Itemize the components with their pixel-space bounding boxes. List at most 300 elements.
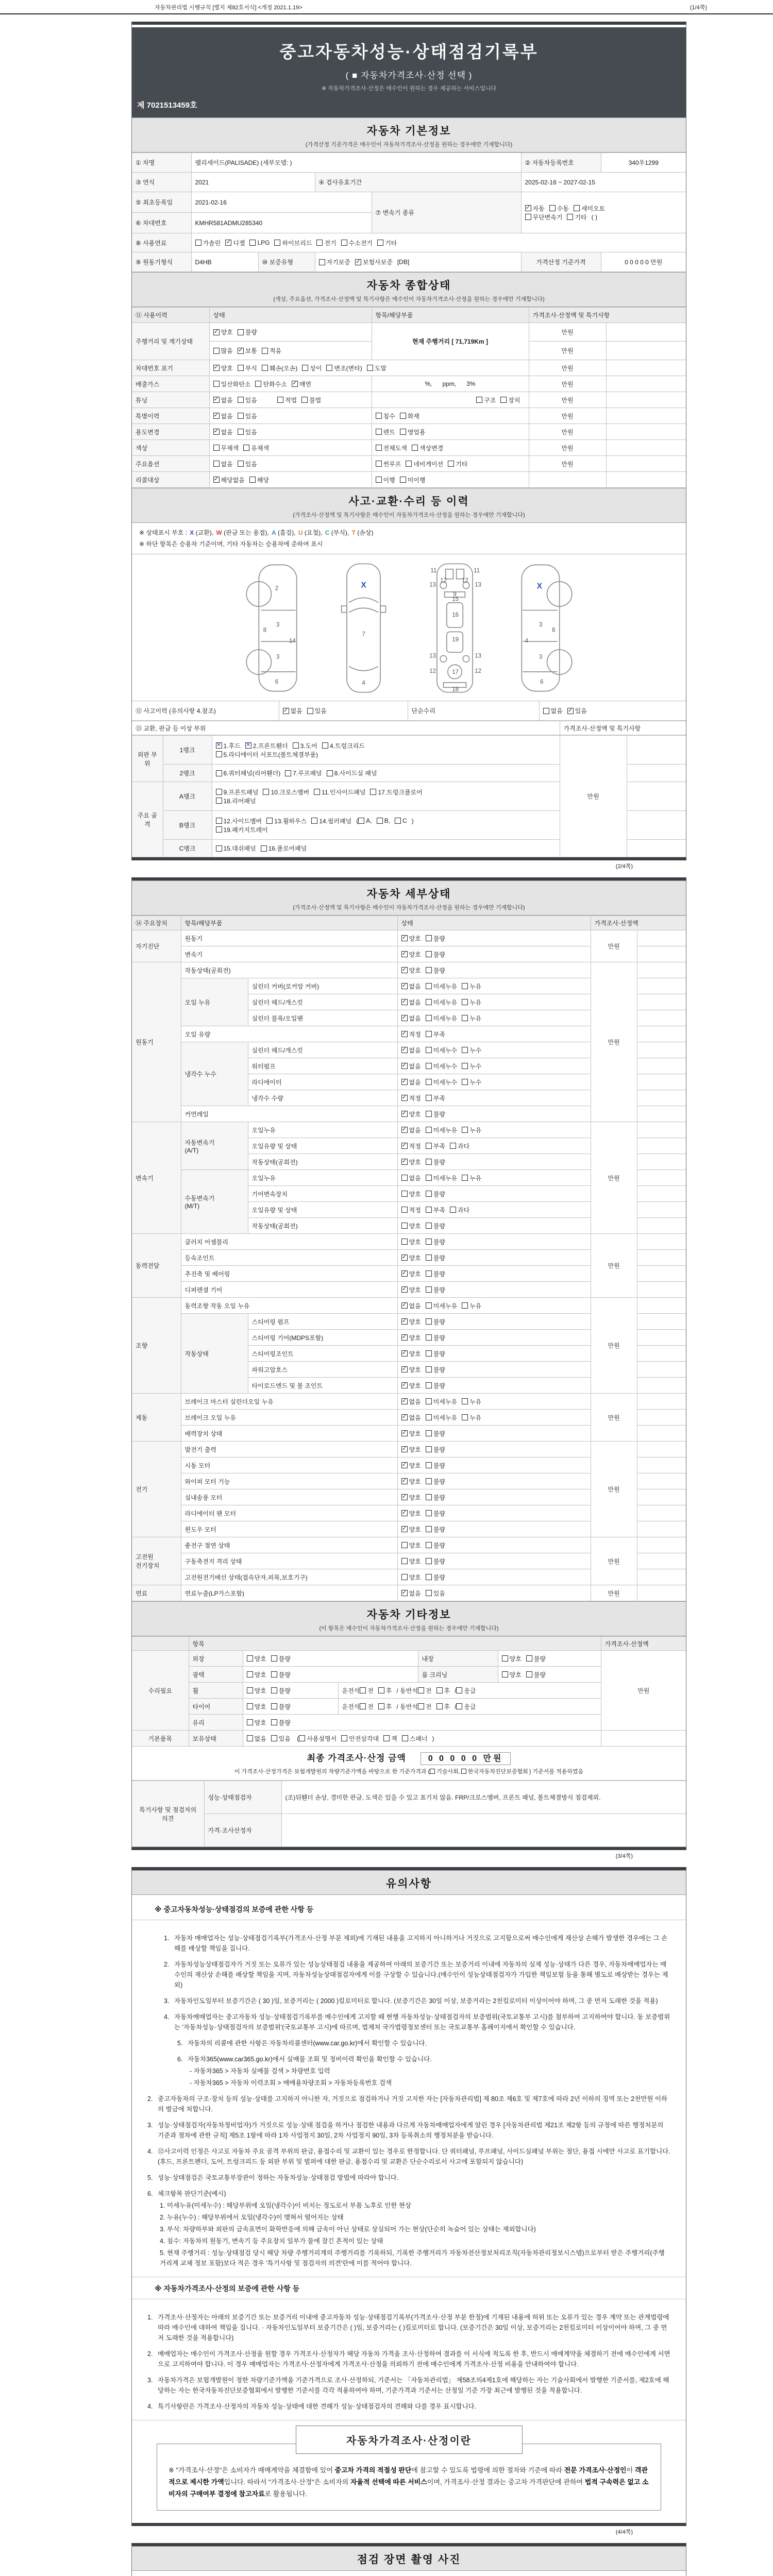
label-car-name: ① 차명 bbox=[132, 153, 191, 173]
checkbox-미세누수[interactable] bbox=[426, 1062, 457, 1071]
checkbox-label: 불량 bbox=[433, 1494, 445, 1501]
checkbox-적정[interactable] bbox=[401, 1030, 421, 1039]
checkbox-미세누유[interactable] bbox=[426, 1014, 457, 1023]
page-marker-4: (4/4쪽) bbox=[615, 2529, 633, 2536]
checkbox-후[interactable] bbox=[436, 1686, 450, 1695]
checkbox-box bbox=[370, 789, 376, 795]
checkbox-과다[interactable] bbox=[450, 1142, 469, 1150]
checkbox-누유[interactable] bbox=[462, 1126, 481, 1134]
checkbox-전기[interactable] bbox=[316, 239, 336, 247]
checkbox-불량[interactable] bbox=[426, 1253, 445, 1262]
checkbox-11.인사이드패널[interactable] bbox=[314, 788, 365, 796]
checkbox-6.쿼터패널(리어휀더)[interactable] bbox=[216, 769, 281, 777]
checkbox-4.트렁크리드[interactable] bbox=[322, 741, 365, 750]
checkbox-불량[interactable] bbox=[426, 1493, 445, 1502]
checkbox-box bbox=[426, 1031, 432, 1037]
checkbox-양호[interactable] bbox=[401, 1285, 421, 1294]
checkbox-자기보증[interactable] bbox=[319, 258, 350, 266]
checkbox-label: 없음 bbox=[290, 707, 303, 715]
checkbox-불량[interactable] bbox=[426, 1190, 445, 1198]
checkbox-양호[interactable] bbox=[247, 1718, 266, 1727]
checkbox-한국자동차진단보증협회[interactable] bbox=[461, 1767, 528, 1775]
checkbox-무채색[interactable] bbox=[213, 444, 239, 452]
table-cell: 타이어 bbox=[189, 1699, 243, 1715]
device-group-연료: 연료 bbox=[132, 1585, 181, 1601]
price-survey-definition bbox=[132, 2420, 686, 2523]
checkbox-label: 17.트렁크플로어 bbox=[378, 788, 423, 796]
checkbox-있음[interactable] bbox=[567, 706, 587, 715]
section-title: 자동차 세부상태 bbox=[366, 888, 451, 901]
table-row bbox=[132, 1537, 686, 1553]
checkbox-불량[interactable] bbox=[271, 1718, 291, 1727]
checkbox-색상변경[interactable] bbox=[412, 444, 443, 452]
checkbox-전[interactable] bbox=[360, 1702, 374, 1711]
table-row bbox=[132, 376, 686, 392]
table-cell bbox=[209, 456, 372, 472]
checkbox-양호[interactable] bbox=[401, 1429, 421, 1438]
checkbox-양호[interactable] bbox=[401, 1557, 421, 1566]
checkbox-안전삼각대[interactable] bbox=[341, 1734, 379, 1743]
checkbox-box bbox=[401, 1430, 408, 1436]
checkbox-이행[interactable] bbox=[376, 476, 395, 484]
checkbox-양호[interactable] bbox=[247, 1702, 266, 1711]
checkbox-box bbox=[376, 445, 382, 451]
checkbox-box bbox=[261, 845, 267, 852]
checkbox-변조(변타)[interactable] bbox=[326, 364, 362, 372]
checkbox-불량[interactable] bbox=[526, 1654, 546, 1663]
checkbox-적법[interactable] bbox=[277, 396, 297, 404]
checkbox-수소전기[interactable] bbox=[341, 239, 373, 247]
table-cell bbox=[606, 342, 686, 360]
checkbox-label: 12.사이드멤버 bbox=[223, 817, 262, 825]
checkbox-box bbox=[401, 1270, 408, 1277]
checkbox-누유[interactable] bbox=[462, 998, 481, 1007]
checkbox-없음[interactable] bbox=[247, 1734, 266, 1743]
table-row bbox=[132, 1731, 686, 1747]
label-transmission-type: ⑦ 변속기 종류 bbox=[372, 192, 521, 233]
checkbox-스패너[interactable] bbox=[402, 1734, 428, 1743]
checkbox-양호[interactable] bbox=[401, 1509, 421, 1518]
checkbox-14.필러패널[interactable] bbox=[311, 817, 351, 825]
checkbox-불량[interactable] bbox=[426, 1285, 445, 1294]
checkbox-양호[interactable] bbox=[213, 364, 233, 372]
checkbox-적정[interactable] bbox=[401, 1094, 421, 1103]
checkbox-누유[interactable] bbox=[462, 982, 481, 991]
checkbox-양호[interactable] bbox=[401, 1525, 421, 1534]
checkbox-있음[interactable] bbox=[238, 460, 257, 468]
checkbox-불법[interactable] bbox=[301, 396, 321, 404]
checkbox-box bbox=[326, 365, 332, 371]
checkbox-box bbox=[401, 1015, 408, 1021]
checkbox-box bbox=[247, 1655, 253, 1662]
checkbox-LPG[interactable] bbox=[249, 239, 270, 246]
device-group-동력전달: 동력전달 bbox=[132, 1234, 181, 1298]
table-row bbox=[132, 440, 686, 456]
checkbox-기타[interactable] bbox=[377, 239, 397, 247]
price-cell: 만원 bbox=[591, 1298, 637, 1394]
checkbox-있음[interactable] bbox=[238, 428, 257, 436]
checkbox-도말[interactable] bbox=[367, 364, 386, 372]
table-cell: 만원 bbox=[560, 736, 627, 857]
final-price-label: 최종 가격조사·산정 금액 bbox=[307, 1753, 406, 1764]
checkbox-B,[interactable] bbox=[377, 817, 390, 824]
checkbox-기술사회,[interactable] bbox=[430, 1767, 460, 1775]
checkbox-양호[interactable] bbox=[401, 1158, 421, 1166]
checkbox-없음[interactable] bbox=[401, 1413, 421, 1422]
checkbox-일산화탄소[interactable] bbox=[213, 380, 251, 388]
checkbox-양호[interactable] bbox=[247, 1670, 266, 1679]
checkbox-해당[interactable] bbox=[249, 476, 269, 484]
table-cell bbox=[372, 408, 529, 424]
checkbox-box bbox=[376, 429, 382, 435]
checkbox-없음[interactable] bbox=[401, 998, 421, 1007]
item-label: 실린더 헤드/개스킷 bbox=[248, 994, 397, 1010]
checkbox-없음[interactable] bbox=[283, 706, 303, 715]
checkbox-양호[interactable] bbox=[401, 1110, 421, 1118]
checkbox-불량[interactable] bbox=[271, 1670, 291, 1679]
note-cell bbox=[637, 1026, 686, 1042]
note-cell bbox=[637, 1458, 686, 1473]
checkbox-불량[interactable] bbox=[238, 328, 257, 336]
svg-text:11: 11 bbox=[430, 568, 436, 574]
table-cell bbox=[606, 408, 686, 424]
checkbox-누수[interactable] bbox=[462, 1046, 481, 1055]
checkbox-10.크로스멤버[interactable] bbox=[263, 788, 309, 796]
checkbox-label: 가솔린 bbox=[203, 239, 221, 247]
checkbox-label: 미세누유 bbox=[433, 1414, 458, 1421]
table-row bbox=[132, 472, 686, 488]
checkbox-없음[interactable] bbox=[213, 412, 233, 420]
checkbox-양호[interactable] bbox=[247, 1686, 266, 1695]
checkbox-미세누수[interactable] bbox=[426, 1046, 457, 1055]
checkbox-13.휠하우스[interactable] bbox=[266, 817, 307, 825]
checkbox-누유[interactable] bbox=[462, 1301, 481, 1310]
checkbox-기타[interactable] bbox=[448, 460, 467, 468]
checkbox-적음[interactable] bbox=[262, 346, 281, 355]
table-row bbox=[132, 721, 686, 735]
checkbox-썬루프[interactable] bbox=[376, 460, 401, 468]
checkbox-없음[interactable] bbox=[401, 1078, 421, 1087]
checkbox-유채색[interactable] bbox=[243, 444, 269, 452]
checkbox-부족[interactable] bbox=[426, 1094, 445, 1103]
checkbox-label: 불량 bbox=[433, 1222, 445, 1230]
checkbox-label: 양호 bbox=[409, 1382, 421, 1389]
checkbox-상이[interactable] bbox=[302, 364, 322, 372]
checkbox-양호[interactable] bbox=[401, 1445, 421, 1454]
checkbox-불량[interactable] bbox=[426, 1573, 445, 1582]
checkbox-부식[interactable] bbox=[238, 364, 257, 372]
checkbox-양호[interactable] bbox=[401, 1381, 421, 1390]
table-cell bbox=[627, 736, 686, 765]
checkbox-불량[interactable] bbox=[426, 1461, 445, 1470]
checkbox-많음[interactable] bbox=[213, 346, 233, 355]
checkbox-해당없음[interactable] bbox=[213, 476, 245, 484]
item-status bbox=[397, 946, 591, 962]
checkbox-미세누유[interactable] bbox=[426, 1301, 457, 1310]
checkbox-label: 디젤 bbox=[233, 239, 245, 247]
checkbox-label: 적정 bbox=[409, 1094, 421, 1102]
checkbox-19.패키지트레이[interactable] bbox=[216, 825, 268, 834]
checkbox-label: 불량 bbox=[433, 1286, 445, 1294]
checkbox-양호[interactable] bbox=[247, 1654, 266, 1663]
checkbox-응급[interactable] bbox=[456, 1686, 476, 1695]
checkbox-없음[interactable] bbox=[213, 396, 233, 404]
checkbox-A,[interactable] bbox=[358, 817, 372, 824]
checkbox-훼손(오손)[interactable] bbox=[262, 364, 297, 372]
checkbox-12.사이드멤버[interactable] bbox=[216, 817, 262, 825]
svg-text:15: 15 bbox=[451, 596, 459, 603]
checkbox-양호[interactable] bbox=[401, 1190, 421, 1198]
checkbox-1.후드[interactable] bbox=[216, 741, 241, 750]
checkbox-box bbox=[216, 798, 222, 804]
checkbox-box bbox=[213, 348, 220, 354]
svg-text:3: 3 bbox=[539, 622, 542, 629]
checkbox-불량[interactable] bbox=[426, 1509, 445, 1518]
checkbox-불량[interactable] bbox=[426, 1365, 445, 1374]
checkbox-16.플로어패널[interactable] bbox=[261, 844, 307, 853]
checkbox-화재[interactable] bbox=[400, 412, 419, 420]
checkbox-box bbox=[426, 1159, 432, 1165]
checkbox-불량[interactable] bbox=[426, 1317, 445, 1326]
checkbox-불량[interactable] bbox=[271, 1686, 291, 1695]
checkbox-탄화수소[interactable] bbox=[255, 380, 287, 388]
checkbox-불량[interactable] bbox=[426, 966, 445, 975]
checkbox-없음[interactable] bbox=[401, 1174, 421, 1182]
checkbox-누유[interactable] bbox=[462, 1174, 481, 1182]
checkbox-없음[interactable] bbox=[401, 1301, 421, 1310]
checkbox-양호[interactable] bbox=[401, 1365, 421, 1374]
checkbox-15.대쉬패널[interactable] bbox=[216, 844, 256, 853]
checkbox-후[interactable] bbox=[378, 1686, 392, 1695]
checkbox-5.라디에이터 서포트(볼트체결부품)[interactable] bbox=[216, 750, 318, 759]
checkbox-양호[interactable] bbox=[401, 966, 421, 975]
checkbox-전체도색[interactable] bbox=[376, 444, 407, 452]
checkbox-C[interactable] bbox=[395, 817, 407, 824]
item-label: 충전구 절연 상태 bbox=[181, 1537, 397, 1553]
checkbox-양호[interactable] bbox=[502, 1654, 522, 1663]
checkbox-label: 양호 bbox=[409, 1573, 421, 1581]
checkbox-없음[interactable] bbox=[401, 1062, 421, 1071]
checkbox-누유[interactable] bbox=[462, 1413, 481, 1422]
checkbox-불량[interactable] bbox=[426, 1477, 445, 1486]
checkbox-누수[interactable] bbox=[462, 1078, 481, 1087]
checkbox-불량[interactable] bbox=[426, 1429, 445, 1438]
checkbox-label: 16.플로어패널 bbox=[268, 845, 307, 853]
checkbox-미세누유[interactable] bbox=[426, 1126, 457, 1134]
checkbox-18.리어패널[interactable] bbox=[216, 796, 256, 805]
checkbox-전[interactable] bbox=[418, 1686, 432, 1695]
checkbox-양호[interactable] bbox=[401, 1493, 421, 1502]
checkbox-양호[interactable] bbox=[401, 1253, 421, 1262]
checkbox-있음[interactable] bbox=[426, 1589, 445, 1598]
checkbox-적정[interactable] bbox=[401, 1206, 421, 1214]
definition-text: ※ "가격조사·산정"은 소비자가 매매계약을 체결함에 있어 중고차 가격의 적절성 판단에 참고할 수 있도록 법령에 의한 절차와 기준에 따라 전문 가격조사·산정인이 객관적으로 제시한 가액입니다. 따라서 "가격조사·산정"은 소비자의 자율적 선택에 따른 서비스이며, 가격조사·산정 결과는 중고차 가격판단에 관하여 법적 구속력은 없고 소비자의 구매여부 결정에 참고자료로 활용됩니다. bbox=[169, 2466, 649, 2498]
table-cell: 차대번호 표기 bbox=[132, 360, 209, 376]
checkbox-수동[interactable] bbox=[549, 204, 569, 213]
checkbox-전[interactable] bbox=[360, 1686, 374, 1695]
checkbox-후[interactable] bbox=[378, 1702, 392, 1711]
checkbox-불량[interactable] bbox=[426, 1333, 445, 1342]
checkbox-침수[interactable] bbox=[376, 412, 395, 420]
checkbox-불량[interactable] bbox=[426, 1381, 445, 1390]
checkbox-양호[interactable] bbox=[401, 1541, 421, 1550]
checkbox-양호[interactable] bbox=[401, 1238, 421, 1246]
item-label: 실린더 헤드/개스킷 bbox=[248, 1042, 397, 1058]
checkbox-보통[interactable] bbox=[238, 346, 257, 355]
checkbox-양호[interactable] bbox=[401, 1573, 421, 1582]
checkbox-label: 구조 bbox=[484, 396, 496, 404]
checkbox-양호[interactable] bbox=[401, 1333, 421, 1342]
checkbox-불량[interactable] bbox=[271, 1702, 291, 1711]
checkbox-불량[interactable] bbox=[426, 1238, 445, 1246]
checkbox-양호[interactable] bbox=[401, 950, 421, 959]
checkbox-적정[interactable] bbox=[401, 1142, 421, 1150]
checkbox-사용설명서[interactable] bbox=[299, 1734, 337, 1743]
checkbox-미세누유[interactable] bbox=[426, 998, 457, 1007]
checkbox-미세누유[interactable] bbox=[426, 982, 457, 991]
checkbox-9.프론트패널[interactable] bbox=[216, 788, 259, 796]
checkbox-구조[interactable] bbox=[476, 396, 496, 404]
checkbox-기타[interactable] bbox=[567, 213, 586, 222]
checkbox-누수[interactable] bbox=[462, 1062, 481, 1071]
checkbox-부족[interactable] bbox=[426, 1030, 445, 1039]
checkbox-양호[interactable] bbox=[502, 1670, 522, 1679]
table-row bbox=[132, 701, 686, 721]
checkbox-label: 썬루프 bbox=[383, 460, 401, 468]
checkbox-불량[interactable] bbox=[426, 1158, 445, 1166]
checkbox-box bbox=[238, 429, 244, 435]
page-number: (1/4쪽) bbox=[690, 5, 707, 11]
checkbox-양호[interactable] bbox=[401, 1477, 421, 1486]
checkbox-과다[interactable] bbox=[450, 1206, 469, 1214]
page-marker-2: (2/4쪽) bbox=[615, 863, 633, 870]
checkbox-있음[interactable] bbox=[307, 706, 327, 715]
accident-history-table bbox=[132, 701, 686, 721]
checkbox-box bbox=[213, 413, 220, 419]
checkbox-부족[interactable] bbox=[426, 1142, 445, 1150]
checkbox-불량[interactable] bbox=[426, 1110, 445, 1118]
item-label: 추진축 및 베어링 bbox=[181, 1266, 397, 1282]
note-cell bbox=[637, 930, 686, 946]
checkbox-label: 보통 bbox=[245, 347, 257, 354]
checkbox-네비게이션[interactable] bbox=[406, 460, 443, 468]
checkbox-장치[interactable] bbox=[500, 396, 520, 404]
label-inspector: 성능·상태점검자 bbox=[204, 1781, 281, 1814]
checkbox-가솔린[interactable] bbox=[195, 239, 221, 247]
checkbox-하이브리드[interactable] bbox=[274, 239, 312, 247]
checkbox-있음[interactable] bbox=[238, 396, 257, 404]
checkbox-세미오토[interactable] bbox=[574, 204, 605, 213]
checkbox-17.트렁크플로어[interactable] bbox=[370, 788, 422, 796]
checkbox-불량[interactable] bbox=[426, 1445, 445, 1454]
checkbox-후[interactable] bbox=[436, 1702, 450, 1711]
checkbox-매연[interactable] bbox=[292, 380, 311, 388]
checkbox-box bbox=[426, 935, 432, 941]
checkbox-box bbox=[322, 742, 328, 749]
checkbox-자동[interactable] bbox=[525, 204, 545, 213]
checkbox-양호[interactable] bbox=[401, 934, 421, 943]
checkbox-렌트[interactable] bbox=[376, 428, 395, 436]
svg-text:3: 3 bbox=[276, 622, 279, 629]
checkbox-없음[interactable] bbox=[401, 982, 421, 991]
checkbox-있음[interactable] bbox=[238, 412, 257, 420]
checkbox-없음[interactable] bbox=[543, 706, 563, 715]
checkbox-없음[interactable] bbox=[401, 1397, 421, 1406]
checkbox-미세누유[interactable] bbox=[426, 1174, 457, 1182]
checkbox-양호[interactable] bbox=[401, 1269, 421, 1278]
checkbox-양호[interactable] bbox=[213, 328, 233, 336]
checkbox-label: 불법 bbox=[309, 396, 322, 404]
checkbox-보험사보증[interactable] bbox=[355, 258, 393, 266]
checkbox-있음[interactable] bbox=[271, 1734, 291, 1743]
checkbox-미세누유[interactable] bbox=[426, 1413, 457, 1422]
checkbox-양호[interactable] bbox=[401, 1317, 421, 1326]
checkbox-불량[interactable] bbox=[426, 1525, 445, 1534]
checkbox-응급[interactable] bbox=[456, 1702, 476, 1711]
checkbox-8.사이드실 패널[interactable] bbox=[327, 769, 377, 777]
checkbox-미세누유[interactable] bbox=[426, 1397, 457, 1406]
checkbox-불량[interactable] bbox=[271, 1654, 291, 1663]
checkbox-불량[interactable] bbox=[426, 1349, 445, 1358]
checkbox-label: LPG bbox=[257, 239, 270, 246]
checkbox-양호[interactable] bbox=[401, 1349, 421, 1358]
checkbox-없음[interactable] bbox=[401, 1014, 421, 1023]
checkbox-양호[interactable] bbox=[401, 1222, 421, 1230]
checkbox-없음[interactable] bbox=[401, 1589, 421, 1598]
checkbox-box bbox=[319, 259, 325, 265]
checkbox-디젤[interactable] bbox=[225, 239, 245, 247]
checkbox-없음[interactable] bbox=[213, 428, 233, 436]
checkbox-7.루프패널[interactable] bbox=[285, 769, 322, 777]
checkbox-양호[interactable] bbox=[401, 1461, 421, 1470]
checkbox-3.도어[interactable] bbox=[293, 741, 317, 750]
checkbox-잭[interactable] bbox=[383, 1734, 397, 1743]
checkbox-2.프론트휀더[interactable] bbox=[245, 741, 288, 750]
checkbox-불량[interactable] bbox=[426, 1222, 445, 1230]
table-cell bbox=[212, 782, 560, 811]
checkbox-누유[interactable] bbox=[462, 1397, 481, 1406]
checkbox-불량[interactable] bbox=[426, 1541, 445, 1550]
checkbox-영업용[interactable] bbox=[400, 428, 426, 436]
checkbox-불량[interactable] bbox=[426, 1269, 445, 1278]
checkbox-부족[interactable] bbox=[426, 1206, 445, 1214]
checkbox-누유[interactable] bbox=[462, 1014, 481, 1023]
table-cell: 가격조사·산정액 및 특기사항 bbox=[560, 721, 686, 735]
svg-text:9: 9 bbox=[452, 591, 457, 598]
checkbox-box bbox=[238, 329, 244, 335]
checkbox-전[interactable] bbox=[418, 1702, 432, 1711]
checkbox-불량[interactable] bbox=[526, 1670, 546, 1679]
checkbox-불량[interactable] bbox=[426, 950, 445, 959]
car-diagram-left-side bbox=[240, 561, 305, 696]
text: ( ) bbox=[591, 213, 597, 221]
note-cell bbox=[637, 1569, 686, 1585]
item-label: 원동기 bbox=[181, 930, 397, 946]
checkbox-box bbox=[401, 1191, 408, 1197]
table-cell bbox=[338, 1683, 601, 1699]
checkbox-없음[interactable] bbox=[213, 460, 233, 468]
checkbox-불량[interactable] bbox=[426, 1557, 445, 1566]
checkbox-box bbox=[401, 951, 408, 957]
checkbox-미세누수[interactable] bbox=[426, 1078, 457, 1087]
checkbox-없음[interactable] bbox=[401, 1046, 421, 1055]
checkbox-label: 양호 bbox=[409, 1510, 421, 1517]
checkbox-label: 잭 bbox=[391, 1735, 397, 1742]
checkbox-미이행[interactable] bbox=[400, 476, 426, 484]
checkbox-없음[interactable] bbox=[401, 1126, 421, 1134]
checkbox-불량[interactable] bbox=[426, 934, 445, 943]
checkbox-무단변속기[interactable] bbox=[525, 213, 563, 222]
